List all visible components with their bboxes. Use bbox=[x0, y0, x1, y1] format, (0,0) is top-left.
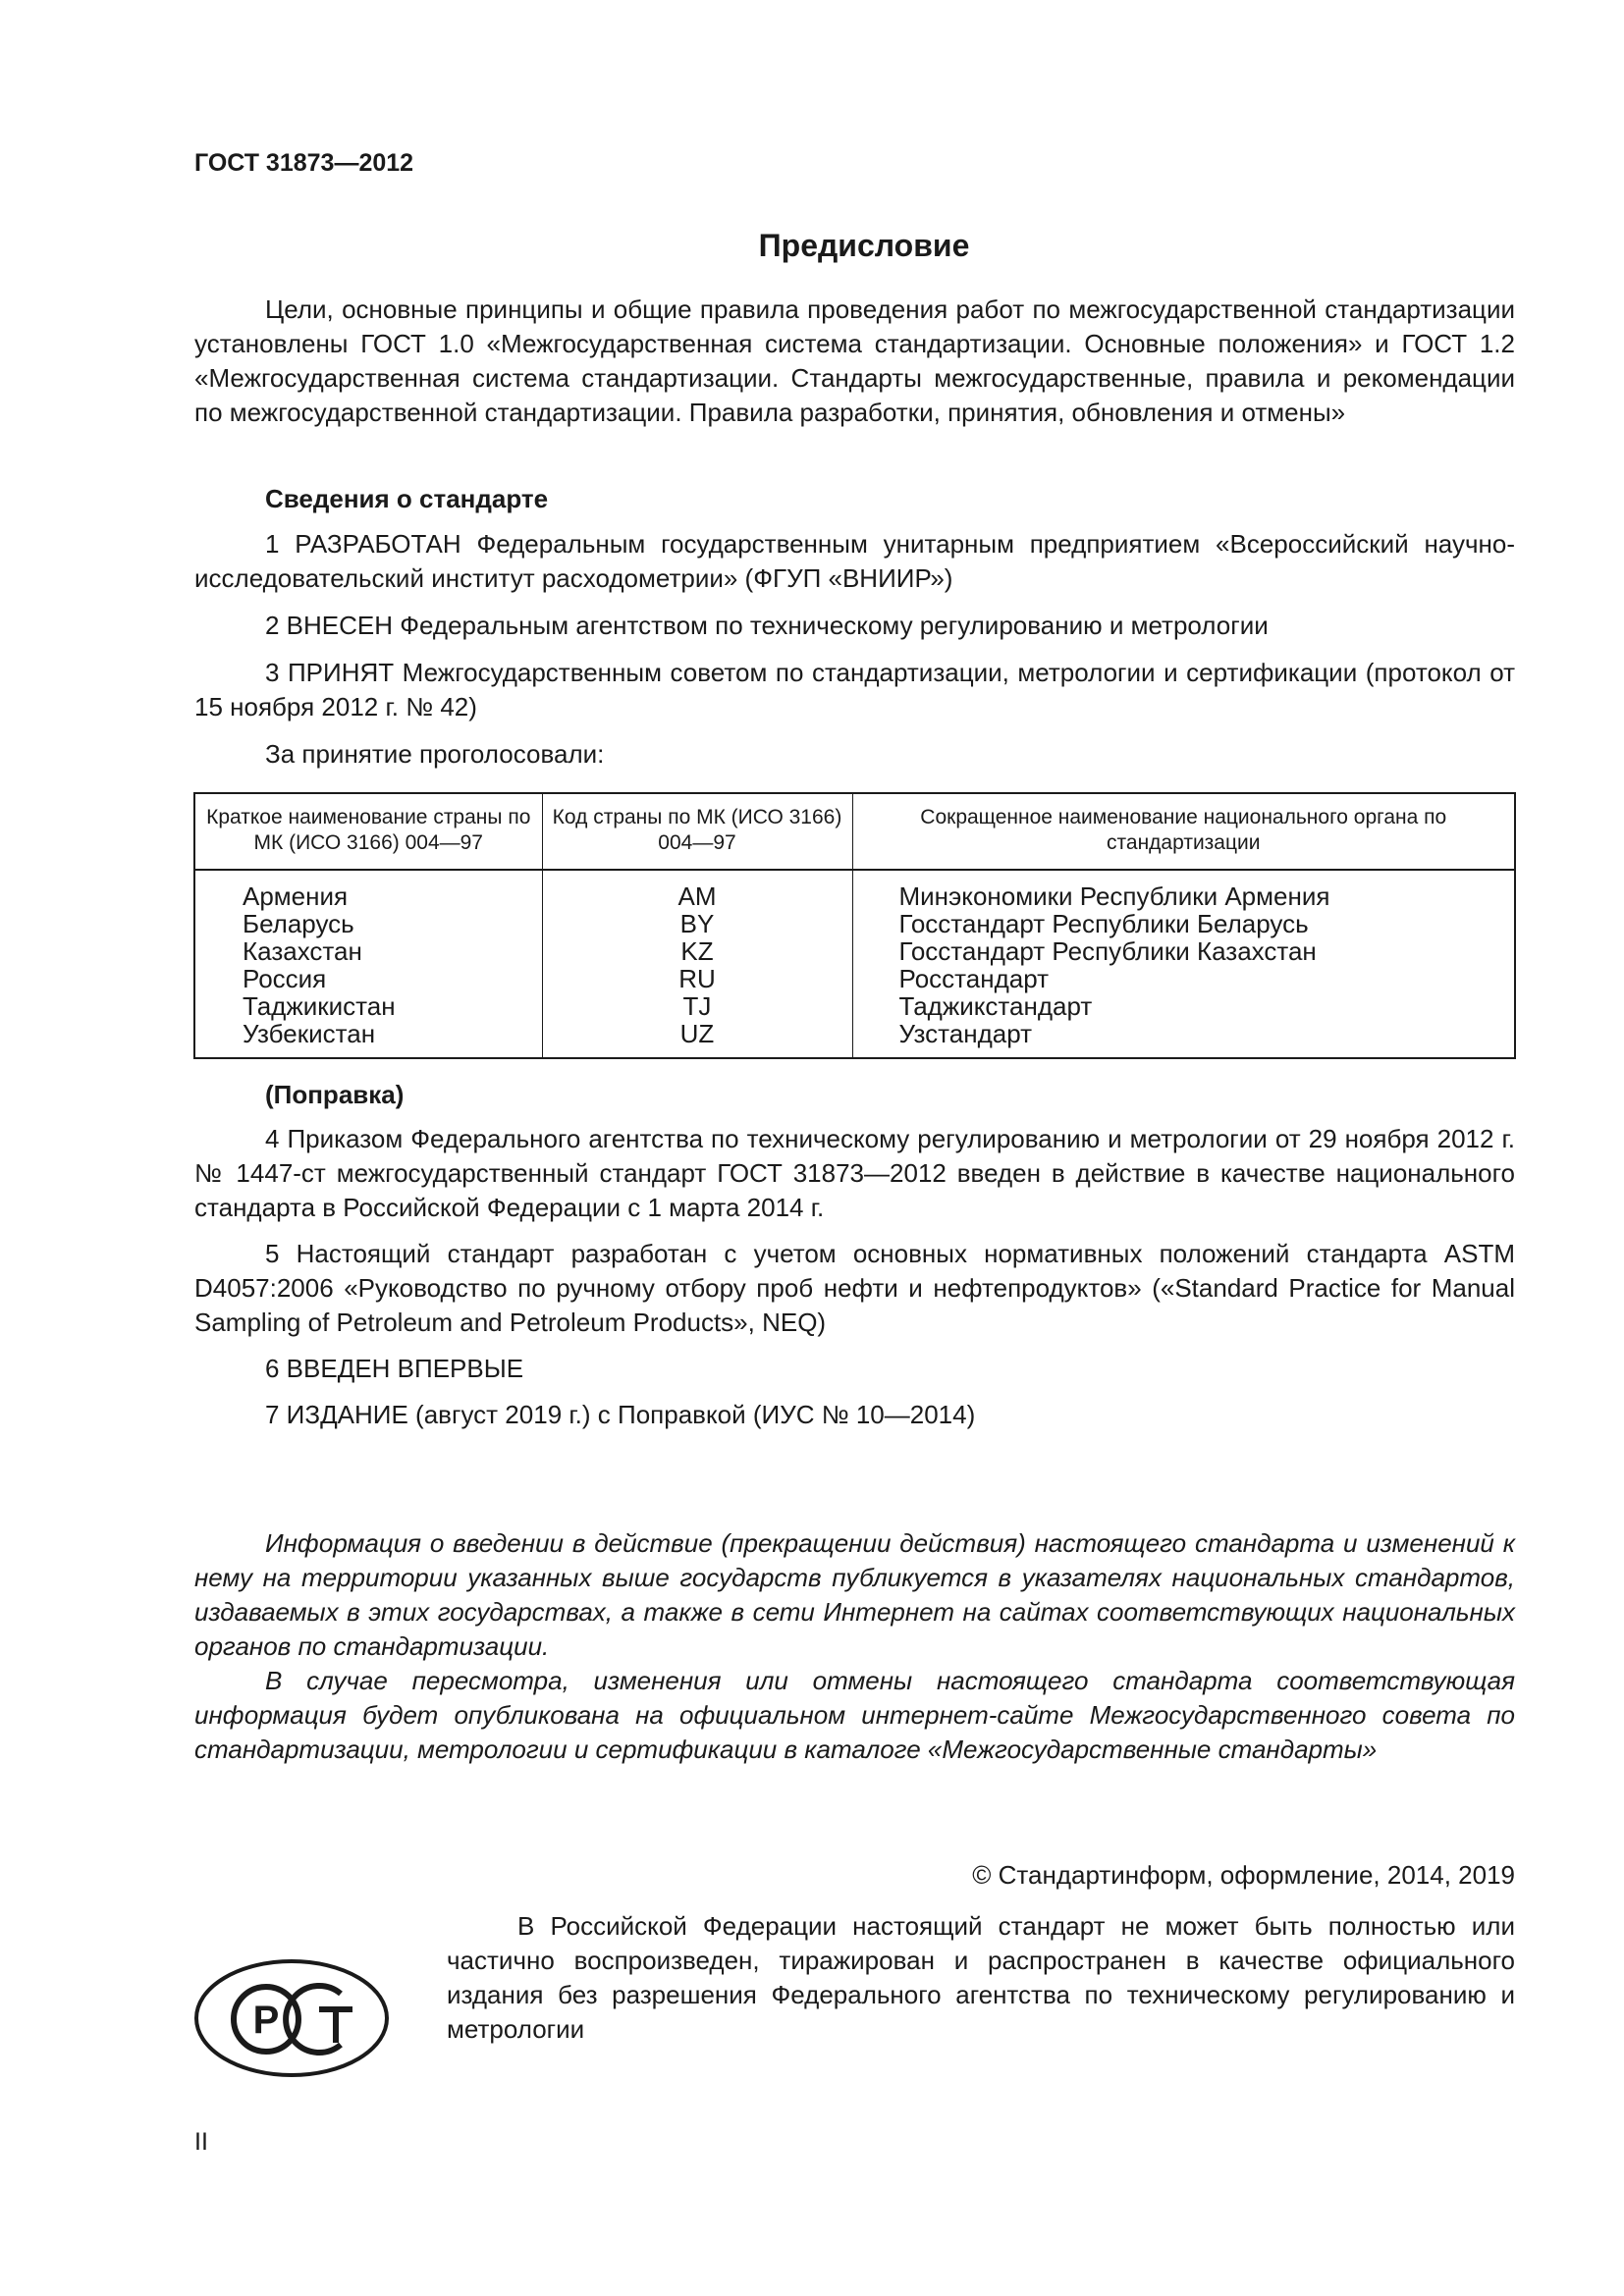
country-code: TJ bbox=[542, 992, 852, 1020]
table-row bbox=[194, 910, 1515, 937]
standards-body: Минэкономики Республики Армения bbox=[898, 881, 1330, 911]
country-name: Беларусь bbox=[194, 910, 542, 937]
page-number: II bbox=[194, 2128, 208, 2156]
table-row bbox=[194, 870, 1515, 910]
item-submitted: 2 ВНЕСЕН Федеральным агентством по техническому регулированию и метрологии bbox=[265, 611, 1269, 640]
item-developed: 1 РАЗРАБОТАН Федеральным государственным унитарным предприятием «Всероссийский научно-исследовательский институт расходометрии» (ФГУП «ВНИИР») bbox=[194, 529, 1515, 593]
header-body: Сокращенное наименование национального органа по стандартизации bbox=[852, 793, 1515, 870]
header-country: Краткое наименование страны по МК (ИСО 3166) 004—97 bbox=[194, 793, 542, 870]
document-code: ГОСТ 31873—2012 bbox=[194, 149, 414, 177]
table-row bbox=[194, 965, 1515, 992]
rights-paragraph: В Российской Федерации настоящий стандарт не может быть полностью или частично воспроизведен, тиражирован и распространен в качестве официального издания без разрешения Федерального агентства по техническому регулированию и метрологии bbox=[447, 1911, 1515, 2044]
svg-text:Р: Р bbox=[252, 1999, 280, 2042]
item-first-introduced: 6 ВВЕДЕН ВПЕРВЫЕ bbox=[265, 1354, 524, 1383]
standards-body: Госстандарт Республики Беларусь bbox=[898, 909, 1309, 938]
country-code: RU bbox=[542, 965, 852, 992]
item-based-on: 5 Настоящий стандарт разработан с учетом основных нормативных положений стандарта ASTM D4057:2006 «Руководство по ручному отбору проб нефти и нефтепродуктов» («Standard Practice for Manual Sampling of Petroleum and Petroleum Products», NEQ) bbox=[194, 1239, 1515, 1337]
country-code: UZ bbox=[542, 1020, 852, 1058]
notice-paragraph: Информация о введении в действие (прекращении действия) настоящего стандарта и изменений к нему на территории указанных выше государств публикуется в указателях национальных стандартов, издаваемых в этих государствах, а также в сети Интернет на сайтах соответствующих национальных органов по стандартизации. bbox=[194, 1528, 1515, 1661]
item-enacted: 4 Приказом Федерального агентства по техническому регулированию и метрологии от 29 ноября 2012 г. № 1447-ст межгосударственный стандарт ГОСТ 31873—2012 введен в действие в качестве национального стандарта в Российской Федерации с 1 марта 2014 г. bbox=[194, 1124, 1515, 1222]
table-header-row bbox=[194, 793, 1515, 870]
country-name: Армения bbox=[194, 870, 542, 910]
table-row bbox=[194, 937, 1515, 965]
country-name: Таджикистан bbox=[194, 992, 542, 1020]
header-code: Код страны по МК (ИСО 3166) 004—97 bbox=[542, 793, 852, 870]
item-edition: 7 ИЗДАНИЕ (август 2019 г.) с Поправкой (ИУС № 10—2014) bbox=[265, 1400, 976, 1429]
copyright-line: © Стандартинформ, оформление, 2014, 2019 bbox=[972, 1860, 1515, 1890]
standards-body: Узстандарт bbox=[898, 1019, 1033, 1048]
page-title: Предисловие bbox=[758, 228, 970, 263]
country-name: Узбекистан bbox=[194, 1020, 542, 1058]
item-adopted: 3 ПРИНЯТ Межгосударственным советом по стандартизации, метрологии и сертификации (протокол от 15 ноября 2012 г. № 42) bbox=[194, 658, 1515, 721]
country-code: BY bbox=[542, 910, 852, 937]
country-name: Казахстан bbox=[194, 937, 542, 965]
table-row bbox=[194, 992, 1515, 1020]
info-heading: Сведения о стандарте bbox=[265, 484, 549, 513]
country-code: AM bbox=[542, 870, 852, 910]
country-code: KZ bbox=[542, 937, 852, 965]
voting-table bbox=[193, 792, 1516, 1059]
amendment-heading: (Поправка) bbox=[265, 1080, 405, 1109]
revision-paragraph: В случае пересмотра, изменения или отмены настоящего стандарта соответствующая информация будет опубликована на официальном интернет-сайте Межгосударственного совета по стандартизации, метрологии и сертификации в каталоге «Межгосударственные стандарты» bbox=[194, 1666, 1515, 1764]
preface-paragraph: Цели, основные принципы и общие правила проведения работ по межгосударственной стандартизации установлены ГОСТ 1.0 «Межгосударственная система стандартизации. Основные положения» и ГОСТ 1.2 «Межгосударственная система стандартизации. Стандарты межгосударственные, правила и рекомендации по межгосударственной стандартизации. Правила разработки, принятия, обновления и отмены» bbox=[194, 294, 1515, 427]
standards-body: Госстандарт Республики Казахстан bbox=[898, 936, 1317, 966]
standards-body: Таджикстандарт bbox=[898, 991, 1093, 1021]
standards-body: Росстандарт bbox=[898, 964, 1050, 993]
rst-emblem-icon bbox=[193, 1958, 390, 2078]
voted-label: За принятие проголосовали: bbox=[265, 739, 605, 769]
table-row bbox=[194, 1020, 1515, 1058]
country-name: Россия bbox=[194, 965, 542, 992]
